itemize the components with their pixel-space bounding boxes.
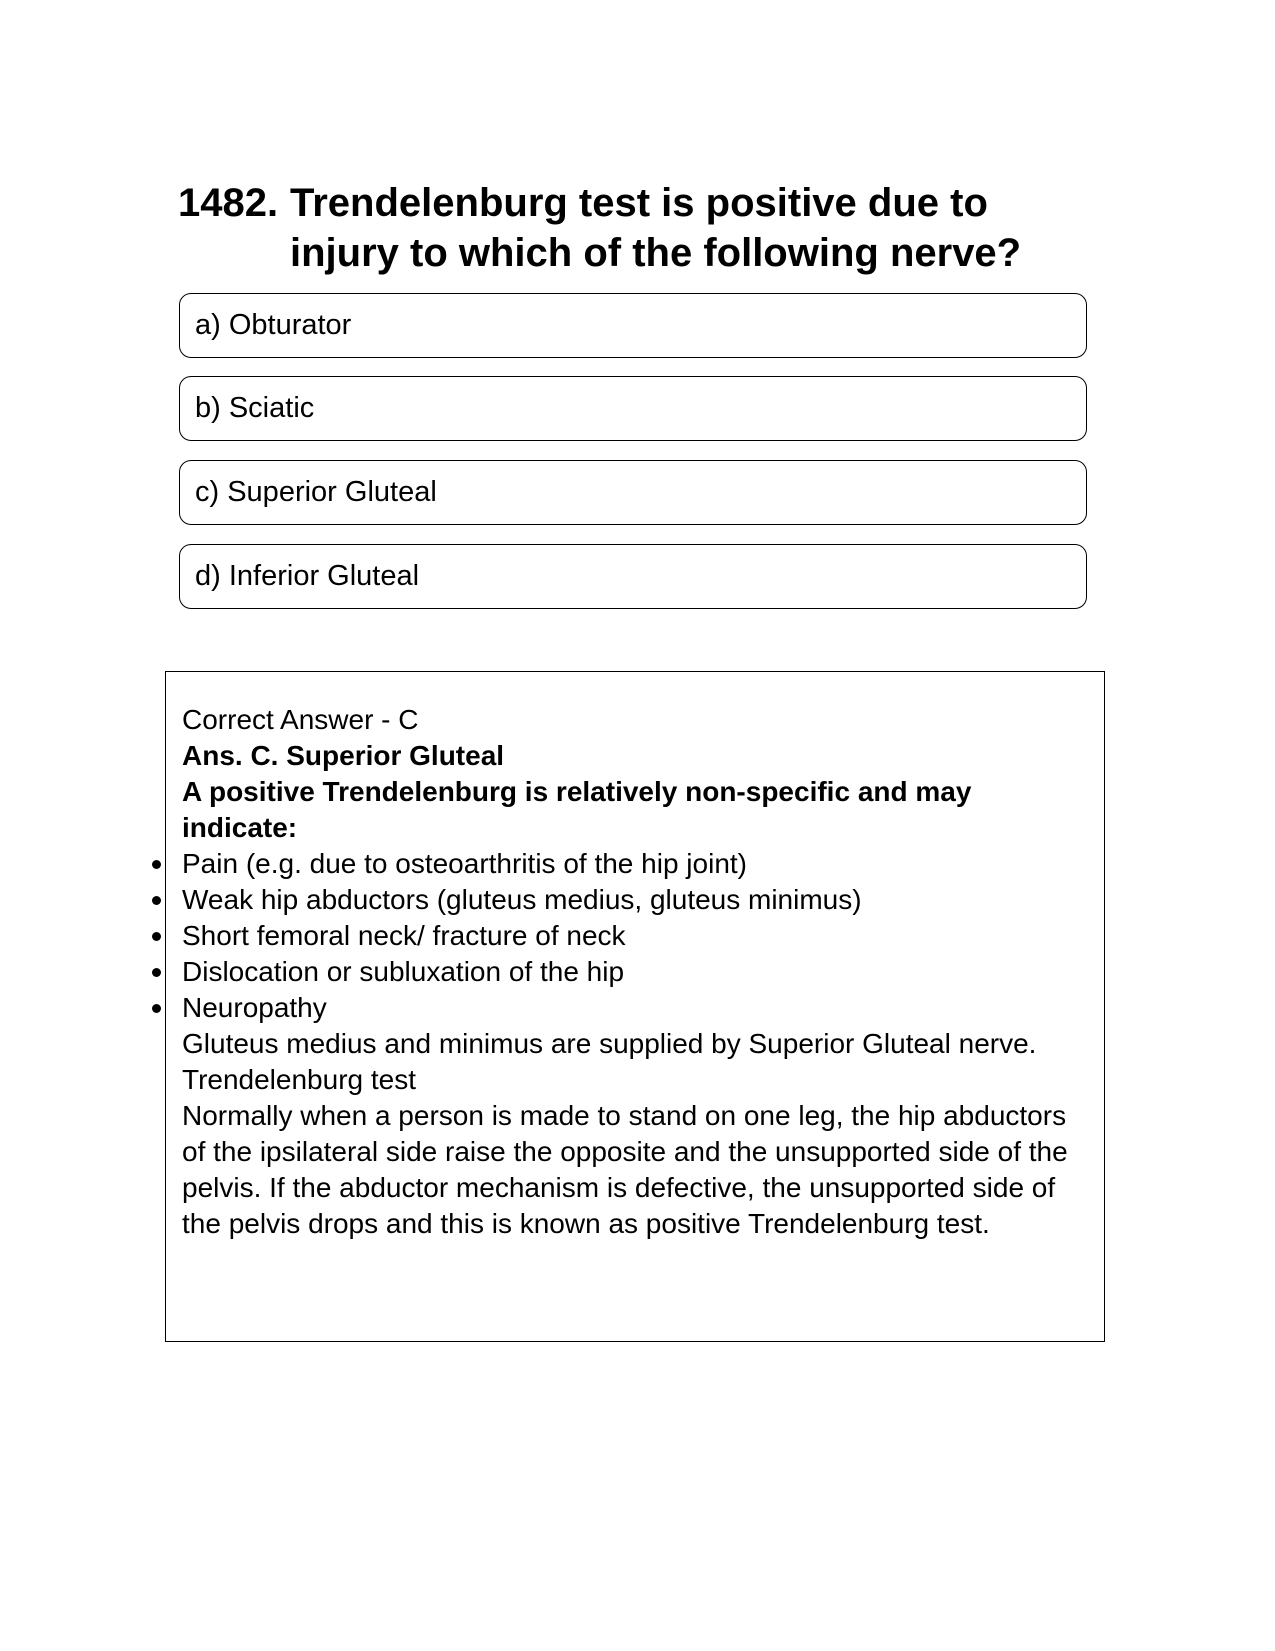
question-number: 1482. bbox=[178, 181, 279, 225]
option-c[interactable]: c) Superior Gluteal bbox=[179, 460, 1087, 525]
answer-content bbox=[182, 702, 1088, 1242]
answer-explanation-box bbox=[165, 671, 1105, 1342]
supply-note: Gluteus medius and minimus are supplied by Superior Gluteal nerve. bbox=[182, 1028, 1037, 1059]
test-title: Trendelenburg test bbox=[182, 1064, 416, 1095]
list-item: Weak hip abductors (gluteus medius, gluteus minimus) bbox=[182, 882, 1088, 918]
answer-intro: A positive Trendelenburg is relatively non-specific and may indicate: bbox=[182, 776, 972, 843]
option-b[interactable]: b) Sciatic bbox=[179, 376, 1087, 441]
list-item: Neuropathy bbox=[182, 990, 1088, 1026]
option-a[interactable]: a) Obturator bbox=[179, 293, 1087, 358]
test-description: Normally when a person is made to stand on one leg, the hip abductors of the ipsilateral side raise the opposite and the unsupported side of the pelvis. If the abductor mechanism is defective, the unsupported side of the pelvis drops and this is known as positive Trendelenburg test. bbox=[182, 1100, 1068, 1239]
answer-heading: Ans. C. Superior Gluteal bbox=[182, 740, 505, 771]
correct-answer-line: Correct Answer - C bbox=[182, 704, 419, 735]
list-item: Pain (e.g. due to osteoarthritis of the hip joint) bbox=[182, 846, 1088, 882]
list-item: Short femoral neck/ fracture of neck bbox=[182, 918, 1088, 954]
question-heading bbox=[178, 178, 1078, 278]
indication-list bbox=[182, 846, 1088, 1026]
option-d[interactable]: d) Inferior Gluteal bbox=[179, 544, 1087, 609]
list-item: Dislocation or subluxation of the hip bbox=[182, 954, 1088, 990]
question-text: Trendelenburg test is positive due to injury to which of the following nerve? bbox=[290, 181, 1022, 275]
